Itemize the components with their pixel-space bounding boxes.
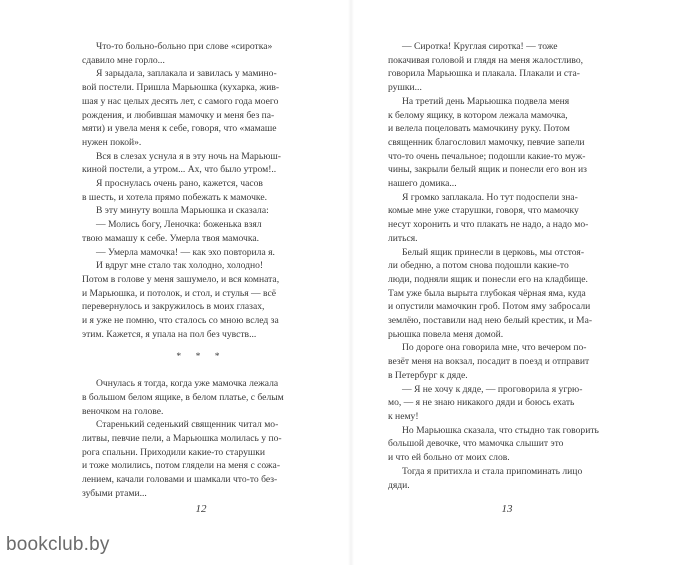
text-line: покачивая головой и глядя на меня жалостливо, <box>388 54 584 66</box>
text-line: Что-то больно-больно при слове «сиротка» <box>96 41 273 52</box>
text-line: литвы, певчие пели, а Марьюшка молилась у по- <box>82 432 282 444</box>
text-line: рушки... <box>388 82 422 94</box>
text-line: По дороге она говорила мне, что вечером по- <box>402 342 587 354</box>
text-line: и велела поцеловать мамочкину руку. Потом <box>388 123 570 135</box>
text-line: и что ей больно от моих слов. <box>388 452 510 464</box>
text-line: киной постели, а утром... Ах, что было утром!.. <box>82 164 277 176</box>
right-page-text <box>388 40 626 492</box>
text-line: несут хоронить и что плакать не надо, а надо мо- <box>388 219 589 231</box>
text-line: В эту минуту вошла Марьюшка и сказала: <box>96 205 269 217</box>
page-number-right: 13 <box>501 503 513 515</box>
text-line: говорила Марьюшка и плакала. Плакали и ста- <box>388 68 580 80</box>
text-line: Тогда я притихла и стала припоминать лицо <box>402 465 583 477</box>
text-line: к нему! <box>388 410 419 422</box>
watermark: bookclub.by <box>6 534 110 555</box>
text-line: сдавило мне горло... <box>82 54 165 66</box>
text-line: шая у нас целых десять лет, с самого года моего <box>82 95 279 107</box>
text-line: Но Марьюшка сказала, что стыдно так говорить <box>402 424 599 436</box>
text-line: На третий день Марьюшка подвела меня <box>402 95 570 107</box>
text-line: перевернулось и закружилось в моих глазах, <box>82 301 265 313</box>
section-break-stars: * * * <box>176 351 226 363</box>
text-line: зубыми ртами... <box>82 487 147 499</box>
text-line: ли обедню, а потом снова подошли какие-то <box>388 260 569 272</box>
text-line: Старенький седенький священник читал мо- <box>96 419 279 431</box>
text-line: Очнулась я тогда, когда уже мамочка лежала <box>96 378 279 390</box>
text-line: в шесть, и хотела прямо побежать к мамочке. <box>82 191 267 203</box>
book-gutter <box>348 0 354 565</box>
text-line: священник благословил мамочку, певчие запели <box>388 136 585 148</box>
text-line: рьюшка повела меня домой. <box>388 328 504 340</box>
text-line: дяди. <box>388 479 410 491</box>
text-line: твою мамашу к себе. Умерла твоя мамочка. <box>82 232 259 244</box>
text-line: мяти) и увела меня к себе, говоря, что «мамаше <box>82 123 277 135</box>
right-page <box>388 40 626 492</box>
text-line: и опустили мамочкин гроб. Потом яму забросали <box>388 301 591 313</box>
text-line: что-то очень печальное; подошли какие-то муж- <box>388 150 586 162</box>
text-line: большой девочке, что мамочка слышит это <box>388 438 564 450</box>
text-line: комые мне уже старушки, говоря, что мамочку <box>388 205 579 217</box>
text-line: нужен покой». <box>82 136 142 148</box>
left-page <box>82 40 320 501</box>
text-line: — Я не хочу к дяде, — проговорила я угрю- <box>402 383 583 395</box>
text-line: землёю, поставили над нею белый крестик, и Ма- <box>388 315 593 327</box>
text-line: лением, качали головами и шамкали что-то без- <box>82 474 278 486</box>
page-number-left: 12 <box>195 503 207 515</box>
text-line: в Петербург к дяде. <box>388 369 468 381</box>
left-page-text-after-break <box>82 377 320 500</box>
text-line: Я зарыдала, заплакала и завилась у мамино- <box>96 68 277 80</box>
text-line: мо, — я не знаю никакого дяди и боюсь ехать <box>388 397 575 409</box>
text-line: рога спальни. Приходили какие-то старушки <box>82 446 266 458</box>
text-line: — Молись богу, Леночка: боженька взял <box>96 219 262 231</box>
text-line: и Марьюшка, и потолок, и стол, и стулья — всё <box>82 287 277 299</box>
text-line: Там уже была вырыта глубокая чёрная яма, куда <box>388 287 586 299</box>
text-line: литься. <box>388 232 418 244</box>
text-line: веночком на голове. <box>82 405 164 417</box>
text-line: люди, подняли ящик и понесли его на кладбище. <box>388 273 588 285</box>
text-line: в большом белом ящике, в белом платье, с белым <box>82 391 284 403</box>
text-line: нашего домика... <box>388 178 457 190</box>
text-line: вой постели. Пришла Марьюшка (кухарка, жив- <box>82 82 280 94</box>
text-line: И вдруг мне стало так холодно, холодно! <box>96 260 264 272</box>
text-line: Белый ящик принесли в церковь, мы отстоя- <box>402 246 585 258</box>
text-line: к белому ящику, в котором лежала мамочка, <box>388 109 568 121</box>
text-line: чины, закрыли белый ящик и понесли его вон из <box>388 164 587 176</box>
text-line: везёт меня на вокзал, посадит в поезд и отправит <box>388 356 590 368</box>
left-page-text <box>82 40 320 341</box>
text-line: и тоже молились, потом глядели на меня с сожа- <box>82 460 281 472</box>
text-line: Я проснулась очень рано, кажется, часов <box>96 178 263 190</box>
text-line: Я громко заплакала. Но тут подоспели зна- <box>402 191 578 203</box>
text-line: — Сиротка! Круглая сиротка! — тоже <box>402 41 558 52</box>
text-line: — Умерла мамочка! — как эхо повторила я. <box>96 246 275 258</box>
text-line: рождения, и любившая мамочку и меня без па- <box>82 109 275 121</box>
text-line: Потом в голове у меня зашумело, и вся комната, <box>82 273 280 285</box>
text-line: Вся в слезах уснула я в эту ночь на Марьюш- <box>96 150 281 162</box>
text-line: и я уже не помню, что сталось со мною вслед за <box>82 315 279 327</box>
text-line: этим. Кажется, я упала на пол без чувств... <box>82 328 257 340</box>
